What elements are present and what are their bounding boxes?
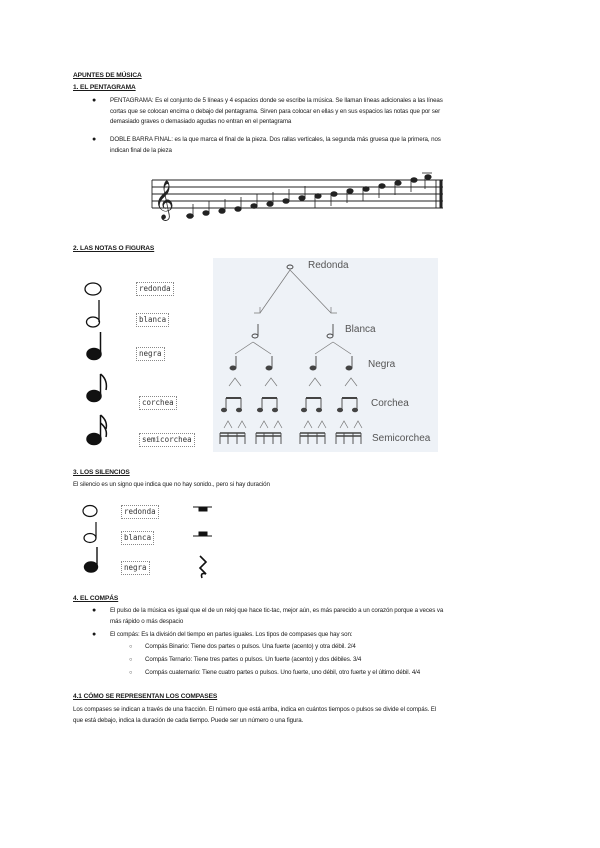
s4-sub-1: Compás Binario: Tiene dos partes o pulsos. Una fuerte (acento) y otra débil. 2/4	[145, 643, 356, 650]
figure-label-redonda: redonda	[136, 282, 174, 296]
rest-symbols	[190, 500, 220, 582]
s4-sub-3: Compás cuaternario: Tiene cuatro partes o pulsos. Uno fuerte, uno débil, otro fuerte y el último débil. 4/4	[145, 669, 421, 676]
section-3-heading: 3. LOS SILENCIOS	[73, 469, 130, 476]
sixteenth-note-icon	[87, 434, 101, 445]
section-1-heading: 1. EL PENTAGRAMA	[73, 84, 136, 91]
s41-text: Los compases se indican a través de una fracción. El número que está arriba, indica en cuántos tiempos o pulsos se divide el compás. El que está debajo, indica la duración de cada tiempo. Puede ser un número o una figura.	[73, 706, 437, 724]
section-4-1-heading: 4.1 CÓMO SE REPRESENTAN LOS COMPASES	[73, 693, 218, 700]
figure-label-semicorchea: semicorchea	[139, 433, 195, 447]
s4-bullet-1: El pulso de la música es igual que el de un reloj que hace tic-tac, mejor aún, es más parecido a un corazón porque a veces va más rápido o más despacio	[110, 607, 444, 625]
s4-sub-2: Compás Ternario: Tiene tres partes o pulsos. Un fuerte (acento) y dos débiles. 3/4	[145, 656, 362, 663]
tree-label-blanca: Blanca	[345, 324, 376, 335]
figure-label-blanca: blanca	[136, 313, 169, 327]
note-figures-column	[80, 278, 120, 453]
sub-bullet-icon: ○	[129, 657, 133, 663]
figure-label-negra: negra	[136, 347, 165, 361]
rest-label-blanca: blanca	[121, 531, 154, 545]
whole-note-icon	[83, 506, 97, 517]
section-2-heading: 2. LAS NOTAS O FIGURAS	[73, 245, 155, 252]
section-4-heading: 4. EL COMPÁS	[73, 595, 119, 602]
tree-label-corchea: Corchea	[371, 398, 409, 409]
s4-bullet-2: El compás: Es la división del tiempo en partes iguales. Los tipos de compases que hay son:	[110, 631, 353, 638]
s3-text: El silencio es un signo que indica que no hay sonido., pero si hay duración	[73, 481, 270, 488]
bullet-icon: ●	[92, 136, 97, 143]
whole-note-icon	[85, 283, 101, 295]
bullet-icon: ●	[92, 97, 97, 104]
half-note-icon	[87, 317, 100, 327]
treble-clef-icon: 𝄞	[154, 180, 175, 220]
tree-label-negra: Negra	[368, 359, 396, 370]
bullet-icon: ●	[92, 607, 97, 614]
sub-bullet-icon: ○	[129, 644, 133, 650]
quarter-note-icon	[85, 562, 98, 572]
tree-label-semicorchea: Semicorchea	[372, 433, 431, 444]
rest-label-redonda: redonda	[121, 505, 159, 519]
sub-bullet-icon: ○	[129, 670, 133, 676]
bullet-icon: ●	[92, 631, 97, 638]
s1-bullet-2: DOBLE BARRA FINAL: es la que marca el final de la pieza. Dos rallas verticales, la segunda más gruesa que la primera, nos indican final de la pieza	[110, 136, 441, 154]
half-note-icon	[84, 534, 96, 543]
quarter-note-icon	[87, 349, 101, 360]
eighth-note-icon	[87, 391, 101, 402]
s1-bullet-1: PENTAGRAMA: Es el conjunto de 5 líneas y 4 espacios donde se escribe la música. Se llaman líneas adicionales a las líneas cortas que se colocan encima o debajo del pentagrama. Sirven para colocar en ellas y en sus espacios las notas que por ser demasiado graves o demasiado agudas no entran en el pentagrama	[110, 97, 443, 126]
figure-label-corchea: corchea	[139, 396, 177, 410]
tree-label-redonda: Redonda	[308, 260, 349, 271]
rest-label-negra: negra	[121, 561, 150, 575]
note-values-tree	[213, 258, 438, 452]
page-title: APUNTES DE MÚSICA	[73, 72, 142, 79]
rest-figures-column	[78, 500, 118, 580]
staff-figure	[150, 172, 450, 222]
quarter-rest-icon	[200, 556, 206, 578]
